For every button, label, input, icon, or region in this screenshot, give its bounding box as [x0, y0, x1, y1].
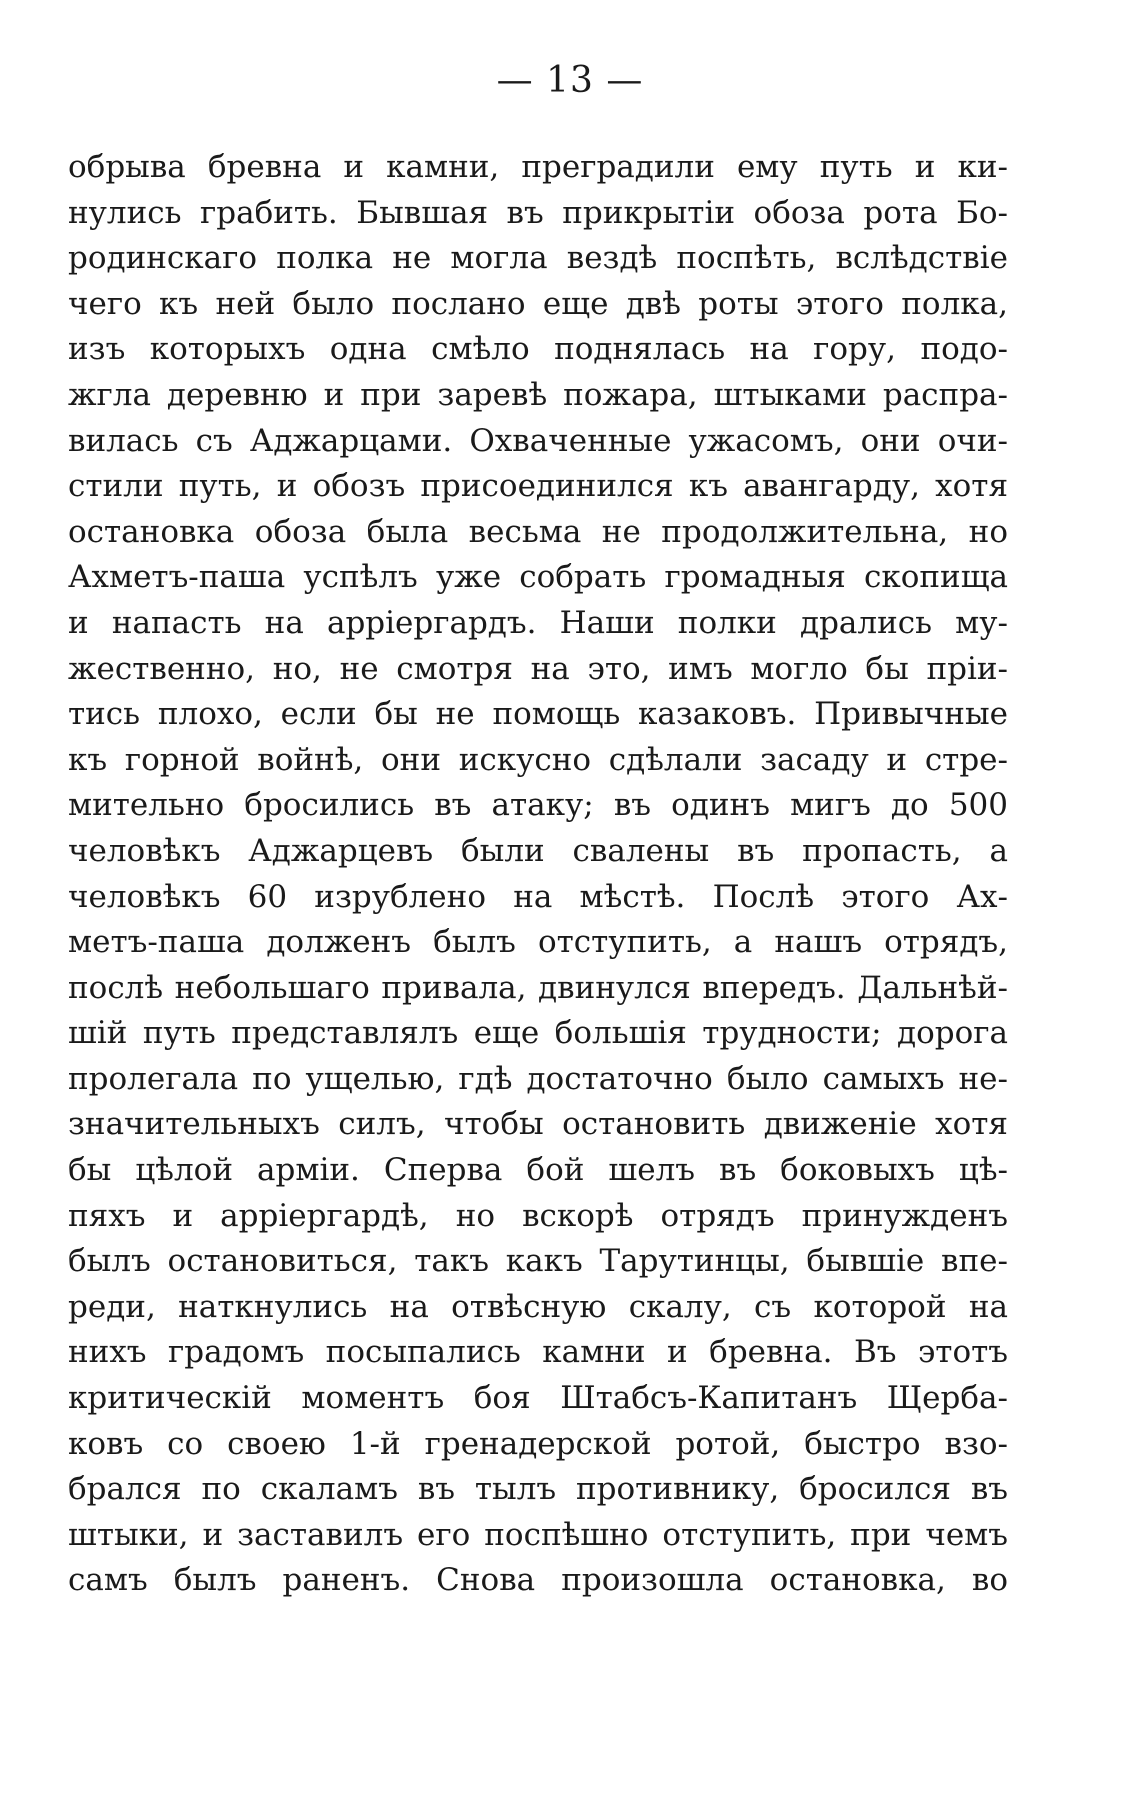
text-line: тись плохо, если бы не помощь казаковъ. Привычные [68, 696, 1008, 733]
text-line: нихъ градомъ посыпались камни и бревна. Въ этотъ [68, 1334, 1008, 1371]
page-number: — 13 — [496, 60, 644, 101]
text-line: метъ-паша долженъ былъ отступить, а нашъ отрядъ, [68, 924, 1008, 961]
text-line: ковъ со своею 1-й гренадерской ротой, быстро взо- [68, 1425, 1008, 1462]
text-line: пяхъ и арріергардѣ, но вскорѣ отрядъ принужденъ [68, 1197, 1008, 1234]
text-line: человѣкъ Аджарцевъ были свалены въ пропасть, а [68, 832, 1008, 869]
text-line: остановка обоза была весьма не продолжительна, но [68, 513, 1008, 550]
text-line: жгла деревню и при заревѣ пожара, штыками распра- [68, 376, 1008, 413]
text-line: вилась съ Аджарцами. Охваченные ужасомъ, они очи- [68, 422, 1008, 459]
text-line: къ горной войнѣ, они искусно сдѣлали засаду и стре- [68, 741, 1008, 778]
text-line: пролегала по ущелью, гдѣ достаточно было самыхъ не- [68, 1060, 1008, 1097]
text-line: значительныхъ силъ, чтобы остановить движеніе хотя [68, 1106, 1008, 1143]
text-line: реди, наткнулись на отвѣсную скалу, съ которой на [68, 1288, 1008, 1325]
text-line: человѣкъ 60 изрублено на мѣстѣ. Послѣ этого Ах- [68, 878, 1008, 915]
text-line: нулись грабить. Бывшая въ прикрытіи обоза рота Бо- [68, 194, 1008, 231]
text-line: стили путь, и обозъ присоединился къ авангарду, хотя [68, 468, 1008, 505]
text-line: Ахметъ-паша успѣлъ уже собрать громадныя скопища [68, 559, 1008, 596]
text-line: послѣ небольшаго привала, двинулся впередъ. Дальнѣй- [68, 969, 1008, 1006]
text-line: бы цѣлой арміи. Сперва бой шелъ въ боковыхъ цѣ- [68, 1152, 1008, 1189]
body-text [68, 145, 1008, 1604]
text-line: чего къ ней было послано еще двѣ роты этого полка, [68, 285, 1008, 322]
text-line: критическій моментъ боя Штабсъ-Капитанъ Щерба- [68, 1380, 1008, 1417]
text-line: штыки, и заставилъ его поспѣшно отступить, при чемъ [68, 1516, 1008, 1553]
text-line: шій путь представлялъ еще большія трудности; дорога [68, 1015, 1008, 1052]
text-line: родинскаго полка не могла вездѣ поспѣть, вслѣдствіе [68, 240, 1008, 277]
text-line: брался по скаламъ въ тылъ противнику, бросился въ [68, 1471, 1008, 1508]
text-line: мительно бросились въ атаку; въ одинъ мигъ до 500 [68, 787, 1008, 824]
text-line: и напасть на арріергардъ. Наши полки дрались му- [68, 604, 1008, 641]
text-line: былъ остановиться, такъ какъ Тарутинцы, бывшіе впе- [68, 1243, 1008, 1280]
text-line: обрыва бревна и камни, преградили ему путь и ки- [68, 149, 1008, 185]
text-line: жественно, но, не смотря на это, имъ могло бы пріи- [68, 650, 1008, 687]
text-line: изъ которыхъ одна смѣло поднялась на гору, подо- [68, 331, 1008, 368]
text-line: самъ былъ раненъ. Снова произошла остановка, во [68, 1562, 1008, 1599]
